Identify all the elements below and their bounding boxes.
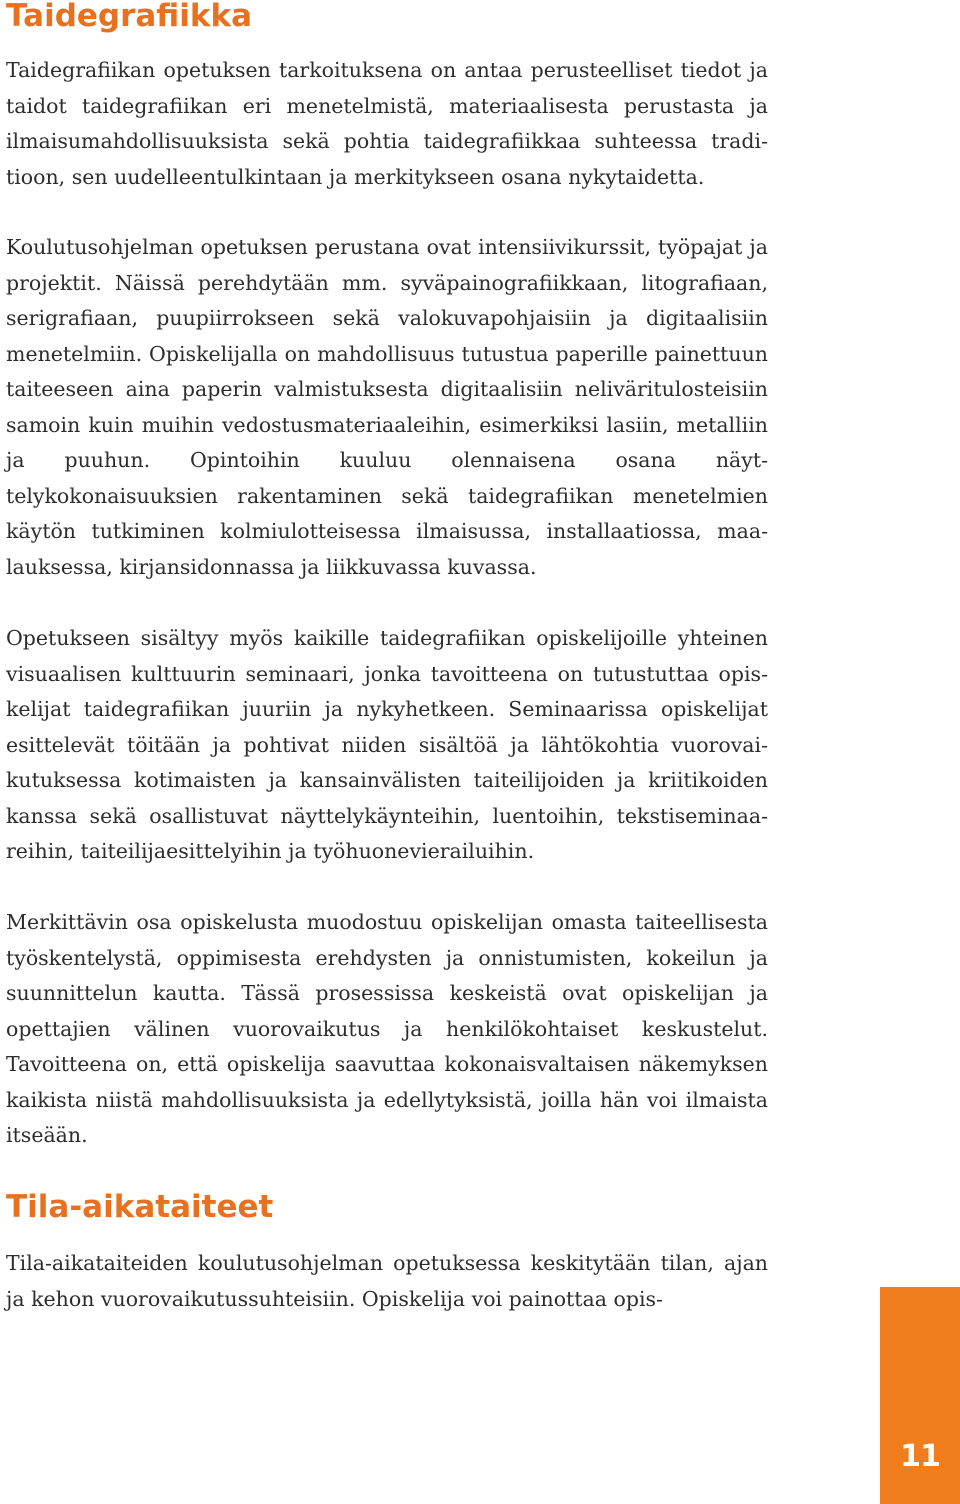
paragraph: Merkittävin osa opiskelusta muodostuu opiskelijan omasta taiteellisesta työskentelystä, oppimisesta erehdysten ja onnistumisten, kokeilun ja suunnittelun kautta. Tässä prosessissa keskeistä ovat opiskelijan ja opettajien välinen vuorovaikutus ja henkilökohtaiset keskustelut. Tavoitteena on, että opiskelija saavuttaa kokonaisvaltaisen näkemyksen kaikista niistä mahdollisuuksista ja edellytyksistä, joilla hän voi ilmaista itseään. (6, 910, 768, 1147)
paragraph: Taidegrafiikan opetuksen tarkoituksena on antaa perusteelliset tiedot ja taidot taidegrafiikan eri menetelmistä, materiaalisesta perustasta ja ilmaisumahdollisuuksista sekä pohtia taidegrafiikkaa suhteessa traditioon, sen uudelleentulkintaan ja merkitykseen osana nykytaidetta. (6, 58, 768, 189)
section-heading-tila-aikataiteet: Tila-aikataiteet (6, 1189, 274, 1225)
paragraph: Tila-aikataiteiden koulutusohjelman opetuksessa keskitytään tilan, ajan ja kehon vuorovaikutussuhteisiin. Opiskelija voi painottaa opis- (6, 1251, 768, 1311)
paragraph: Koulutusohjelman opetuksen perustana ovat intensiivikurssit, työpajat ja projektit. Näissä perehdytään mm. syväpainografiikkaan, litografiaan, serigrafiaan, puupiirrokseen sekä valokuvapohjaisiin ja digitaalisiin menetelmiin. Opiskelijalla on mahdollisuus tutustua paperille painettuun taiteeseen aina paperin valmistuksesta digitaalisiin neliväritulosteisiin samoin kuin muihin vedostusmateriaaleihin, esimerkiksi lasiin, metalliin ja puuhun. Opintoihin kuuluu olennaisena osana näyttelykokonaisuuksien rakentaminen sekä taidegrafiikan menetelmien käytön tutkiminen kolmiulotteisessa ilmaisussa, installaatiossa, maalauksessa, kirjansidonnassa ja liikkuvassa kuvassa. (6, 235, 768, 579)
section-heading-taidegrafiikka: Taidegrafiikka (6, 0, 253, 34)
page-number-tab (880, 1287, 960, 1504)
paragraph: Opetukseen sisältyy myös kaikille taidegrafiikan opiskelijoille yhteinen visuaalisen kulttuurin seminaari, jonka tavoitteena on tutustuttaa opiskelijat taidegrafiikan juuriin ja nykyhetkeen. Seminaarissa opiskelijat esittelevät töitään ja pohtivat niiden sisältöä ja lähtökohtia vuorovaikutuksessa kotimaisten ja kansainvälisten taiteilijoiden ja kriitikoiden kanssa sekä osallistuvat näyttelykäynteihin, luentoihin, tekstiseminaareihin, taiteilijaesittelyihin ja työhuonevierailuihin. (6, 626, 768, 863)
page-number: 11 (900, 1439, 940, 1474)
